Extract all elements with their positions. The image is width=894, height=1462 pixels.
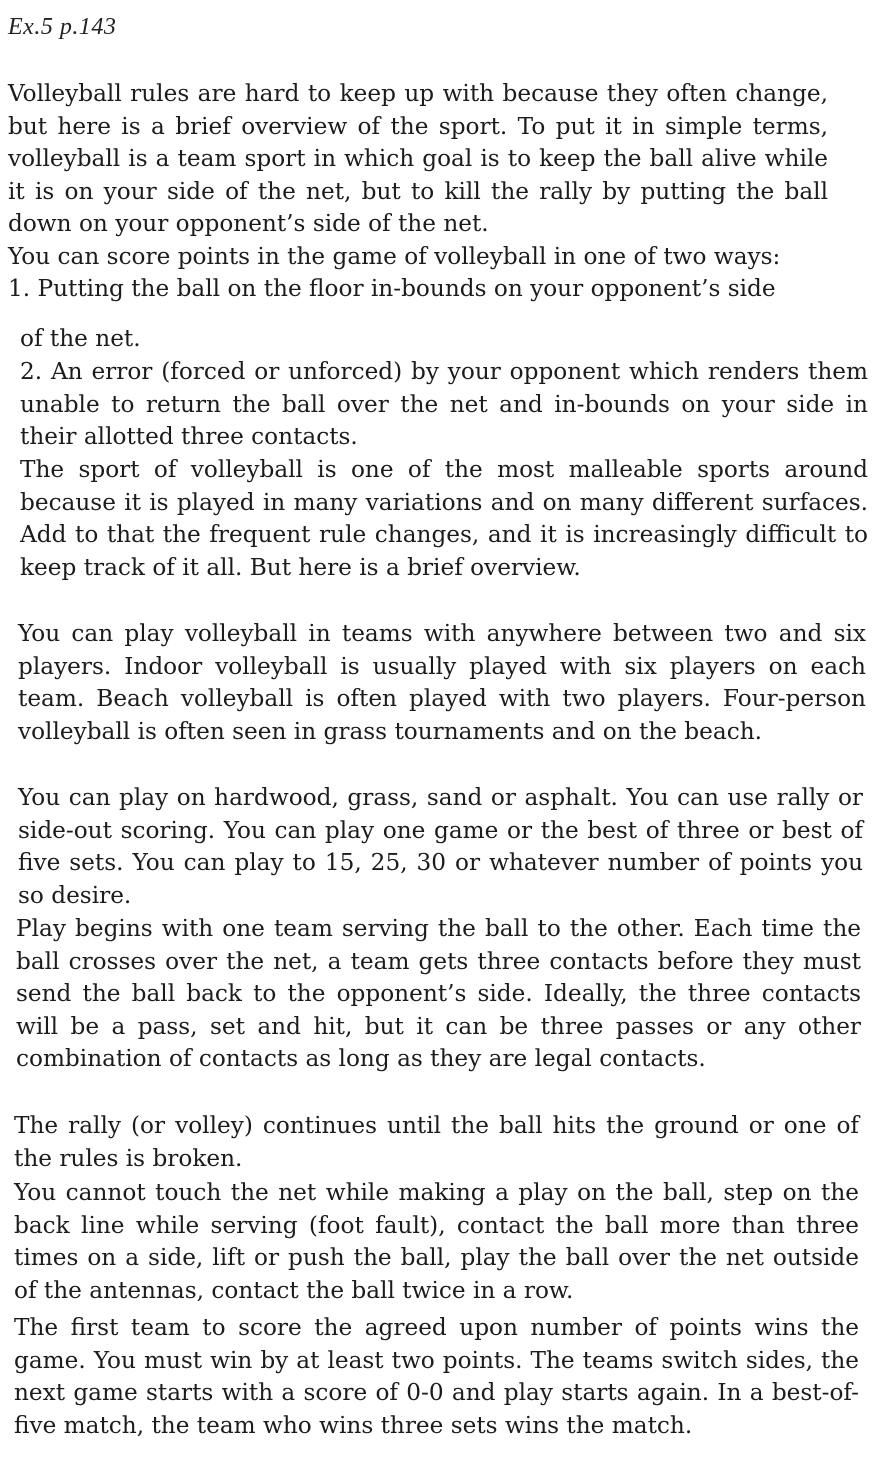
list-item-2: 2. An error (forced or unforced) by your opponent which renders them unable to return the ball over the net and in-bounds on your side in their allotted three contacts. (20, 358, 868, 451)
paragraph-intro: Volleyball rules are hard to keep up with because they often change, but here is a brief overview of the sport. To put it in simple terms, volleyball is a team sport in which goal is to keep the ball alive while it is on your side of the net, but to kill the rally by putting the ball down on your opponent’s side of the net. (8, 80, 828, 238)
paragraph-faults: You cannot touch the net while making a play on the ball, step on the back line while serving (foot fault), contact the ball more than three times on a side, lift or push the ball, play the ball over the net outside of the antennas, contact the ball twice in a row. (14, 1179, 859, 1304)
paragraph-scoring-ways: You can score points in the game of volleyball in one of two ways: (8, 243, 781, 270)
paragraph-malleable-sport: The sport of volleyball is one of the most malleable sports around because it is played in many variations and on many different surfaces. Add to that the frequent rule changes, and it is increasingly difficult to keep track of it all. But here is a brief overview. (20, 456, 868, 581)
paragraph-team-sizes: You can play volleyball in teams with anywhere between two and six players. Indoor volleyball is usually played with six players on each team. Beach volleyball is often played with two players. Four-person volleyball is often seen in grass tournaments and on the beach. (18, 620, 866, 745)
paragraph-surfaces-scoring: You can play on hardwood, grass, sand or asphalt. You can use rally or side-out scoring. You can play one game or the best of three or best of five sets. You can play to 15, 25, 30 or whatever number of points you so desire. (18, 784, 863, 909)
list-item-1-continuation: of the net. (20, 325, 141, 352)
paragraph-rally: The rally (or volley) continues until the ball hits the ground or one of the rules is broken. (14, 1112, 859, 1172)
paragraph-play-begins: Play begins with one team serving the ball to the other. Each time the ball crosses over the net, a team gets three contacts before they must send the ball back to the opponent’s side. Ideally, the three contacts will be a pass, set and hit, but it can be three passes or any other combination of contacts as long as they are legal contacts. (16, 915, 861, 1073)
exercise-heading: Ex.5 p.143 (8, 14, 117, 40)
list-item-1: 1. Putting the ball on the floor in-bounds on your opponent’s side (8, 275, 776, 302)
paragraph-winning: The first team to score the agreed upon number of points wins the game. You must win by at least two points. The teams switch sides, the next game starts with a score of 0-0 and play starts again. In a best-of-five match, the team who wins three sets wins the match. (14, 1314, 859, 1439)
